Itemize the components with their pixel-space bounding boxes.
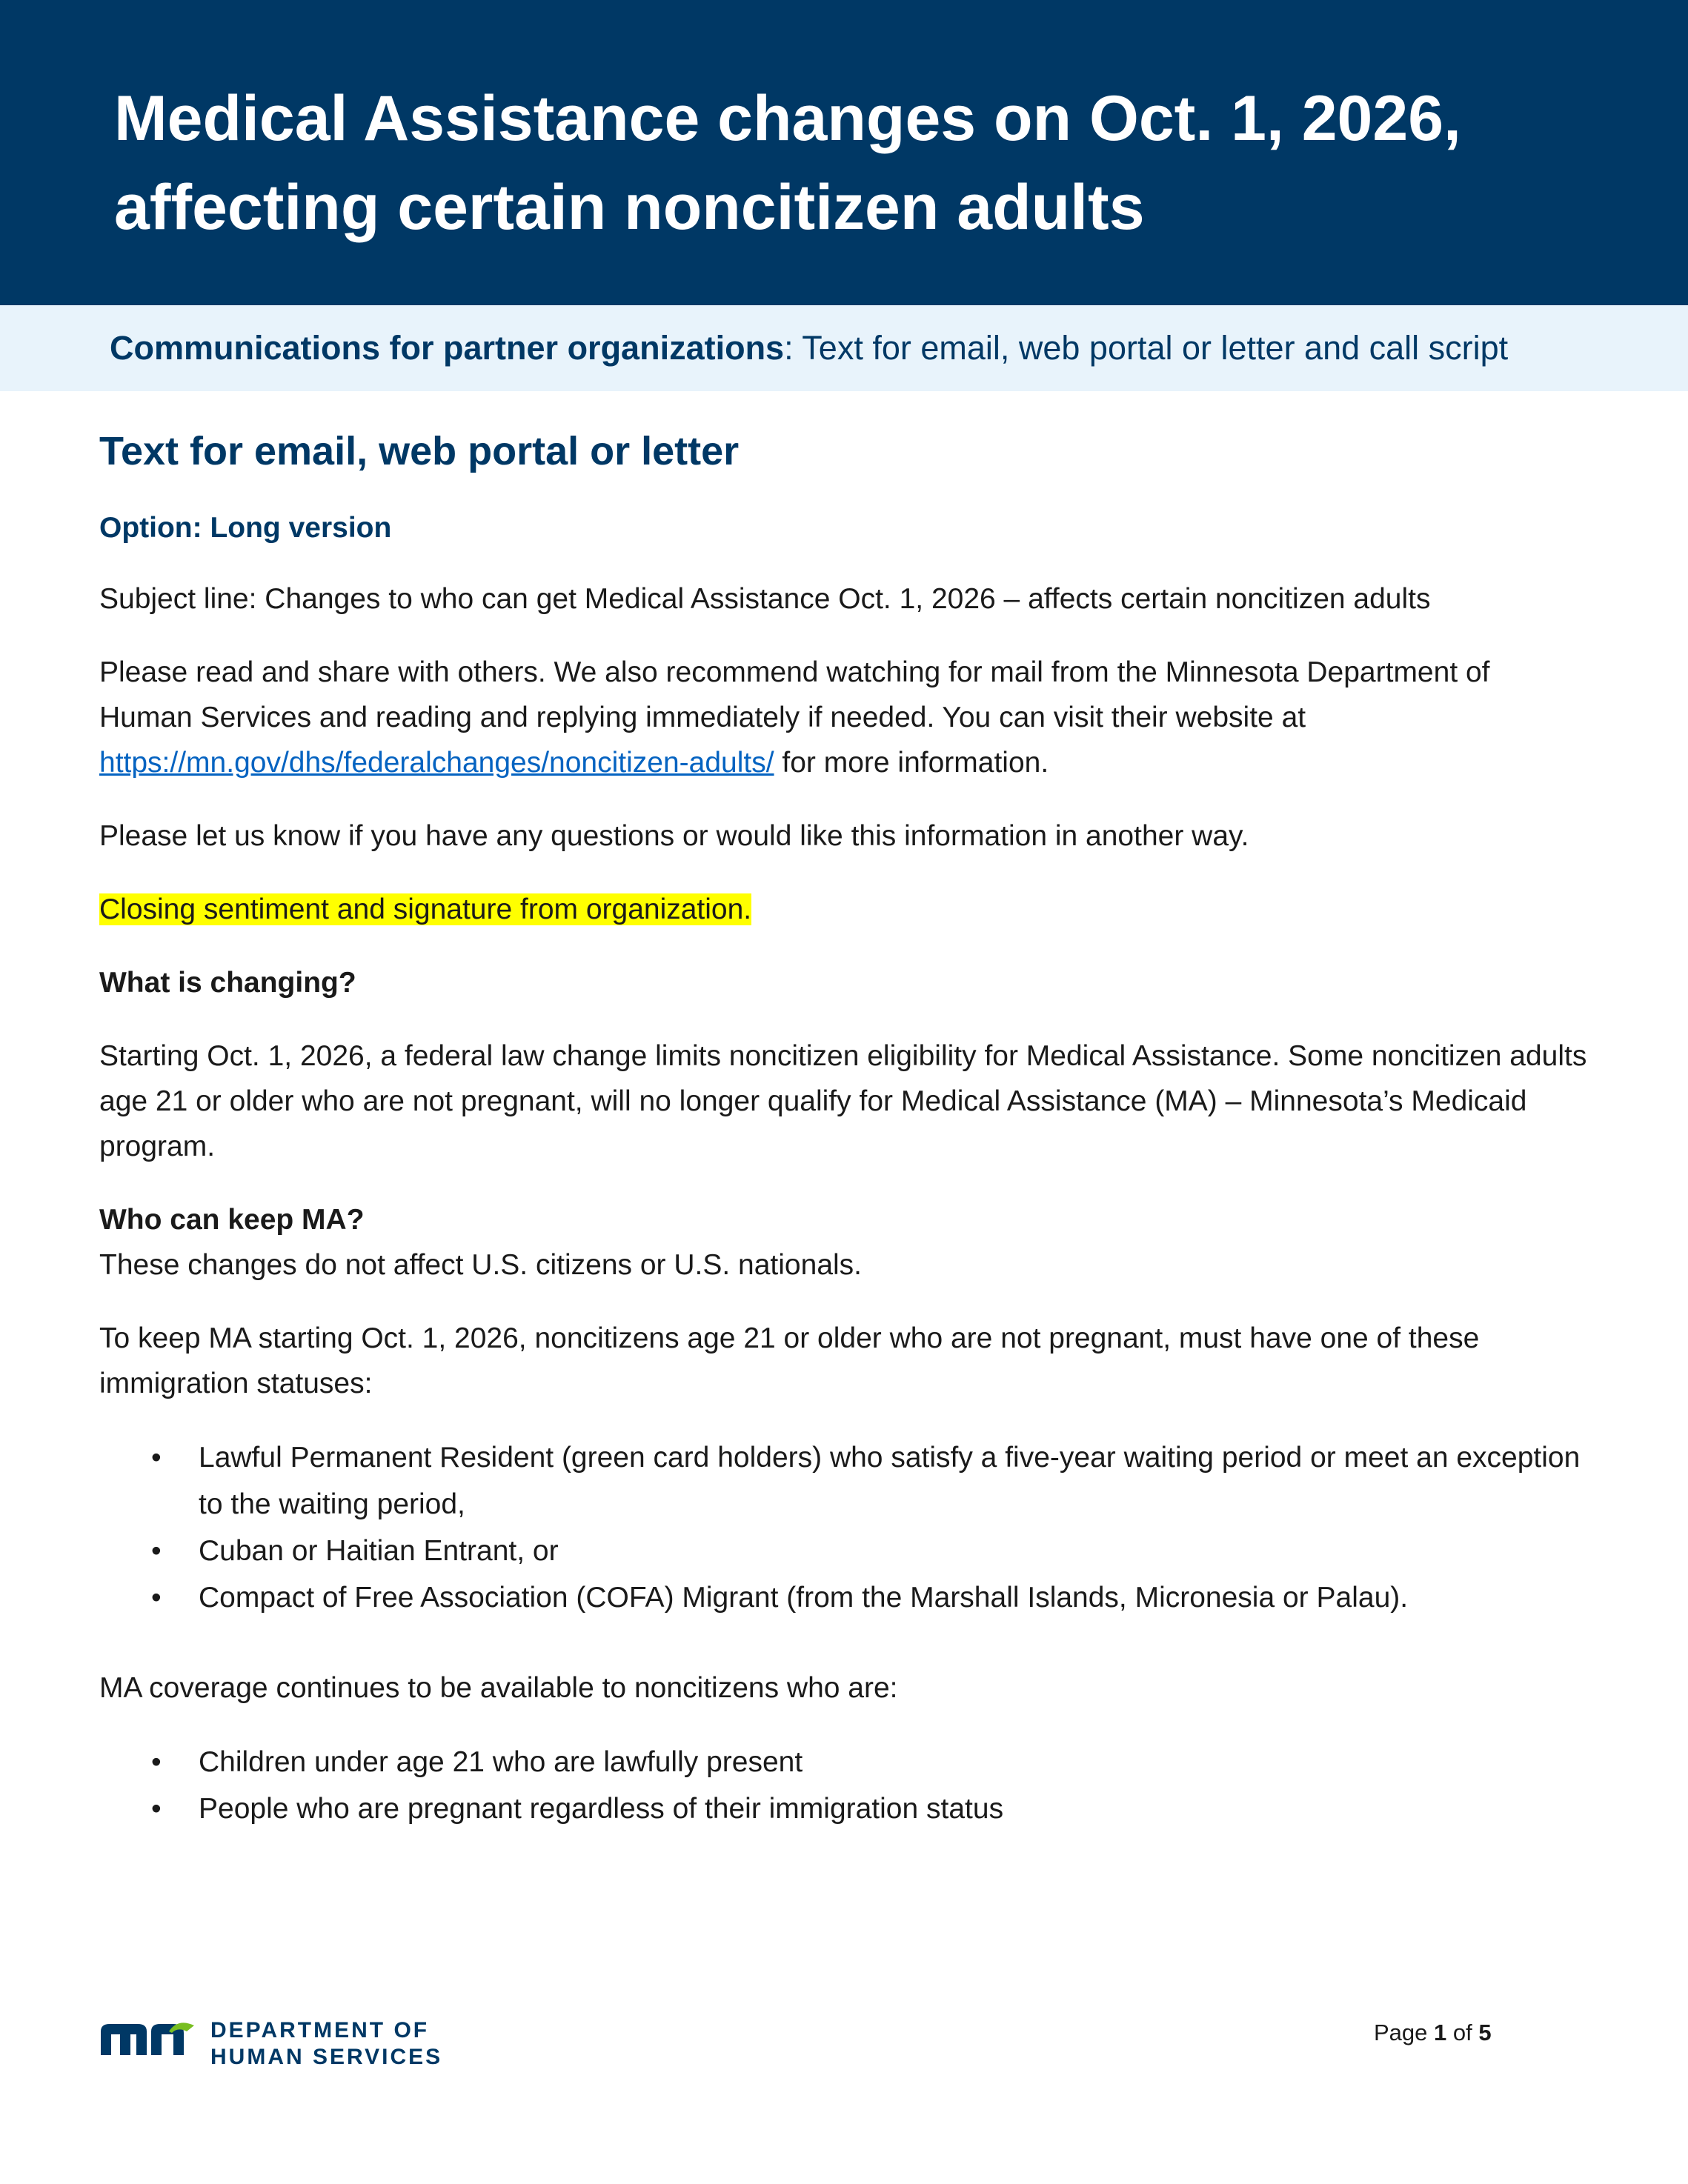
list-item: • Lawful Permanent Resident (green card holders) who satisfy a five-year waiting period or meet an exception to the waiting period, (99, 1434, 1589, 1528)
who-keep-heading: Who can keep MA? (99, 1204, 365, 1236)
main-content (99, 422, 1589, 1832)
svg-text:HUMAN SERVICES: HUMAN SERVICES (210, 2045, 443, 2069)
list-item: • Compact of Free Association (COFA) Migrant (from the Marshall Islands, Micronesia or Palau). (99, 1574, 1589, 1621)
audience-description: : Text for email, web portal or letter and call script (784, 329, 1509, 367)
bullet-icon: • (151, 1746, 162, 1778)
dhs-logo (99, 2009, 485, 2076)
intro-text: Please read and share with others. We also recommend watching for mail from the Minnesota Department of Human Services and reading and replying immediately if needed. You can visit their website at (99, 656, 1490, 733)
intro-paragraph (99, 650, 1589, 785)
who-keep-text: These changes do not affect U.S. citizens or U.S. nationals. (99, 1249, 863, 1281)
title-banner (0, 0, 1688, 305)
intro-after-link: for more information. (774, 747, 1049, 779)
bullet-icon: • (151, 1582, 162, 1614)
status-list (99, 1434, 1589, 1621)
closing-paragraph (99, 887, 1589, 932)
closing-placeholder: Closing sentiment and signature from organization. (99, 893, 752, 925)
option-heading: Option: Long version (99, 512, 392, 544)
bullet-icon: • (151, 1442, 162, 1474)
bullet-icon: • (151, 1535, 162, 1567)
website-link[interactable]: https://mn.gov/dhs/federalchanges/noncitizen-adults/ (99, 747, 774, 779)
continues-list (99, 1739, 1589, 1832)
section-heading: Text for email, web portal or letter (99, 429, 740, 473)
svg-text:DEPARTMENT OF: DEPARTMENT OF (210, 2018, 430, 2042)
contact-paragraph: Please let us know if you have any questions or would like this information in another way. (99, 820, 1249, 852)
bullet-icon: • (151, 1793, 162, 1825)
list-item: • Children under age 21 who are lawfully present (99, 1739, 1589, 1785)
subject-line: Subject line: Changes to who can get Medical Assistance Oct. 1, 2026 – affects certain noncitizen adults (99, 583, 1431, 615)
list-item: • Cuban or Haitian Entrant, or (99, 1528, 1589, 1574)
mn-logo-icon (99, 2009, 485, 2076)
audience-bar (0, 305, 1688, 391)
page-number: Page 1 of 5 (1374, 2020, 1492, 2045)
continues-text: MA coverage continues to be available to noncitizens who are: (99, 1672, 898, 1704)
list-item: • People who are pregnant regardless of their immigration status (99, 1785, 1589, 1832)
what-changing-heading: What is changing? (99, 967, 356, 999)
keep-ma-text: To keep MA starting Oct. 1, 2026, noncitizens age 21 or older who are not pregnant, must have one of these immigration statuses: (99, 1322, 1480, 1399)
what-changing-text: Starting Oct. 1, 2026, a federal law change limits noncitizen eligibility for Medical Assistance. Some noncitizen adults age 21 or older who are not pregnant, will no longer qualify for Medical Assistance (MA) – Minnesota’s Medicaid program. (99, 1040, 1587, 1162)
audience-label: Communications for partner organizations (110, 329, 785, 367)
document-title: Medical Assistance changes on Oct. 1, 2026, affecting certain noncitizen adults (114, 83, 1461, 243)
